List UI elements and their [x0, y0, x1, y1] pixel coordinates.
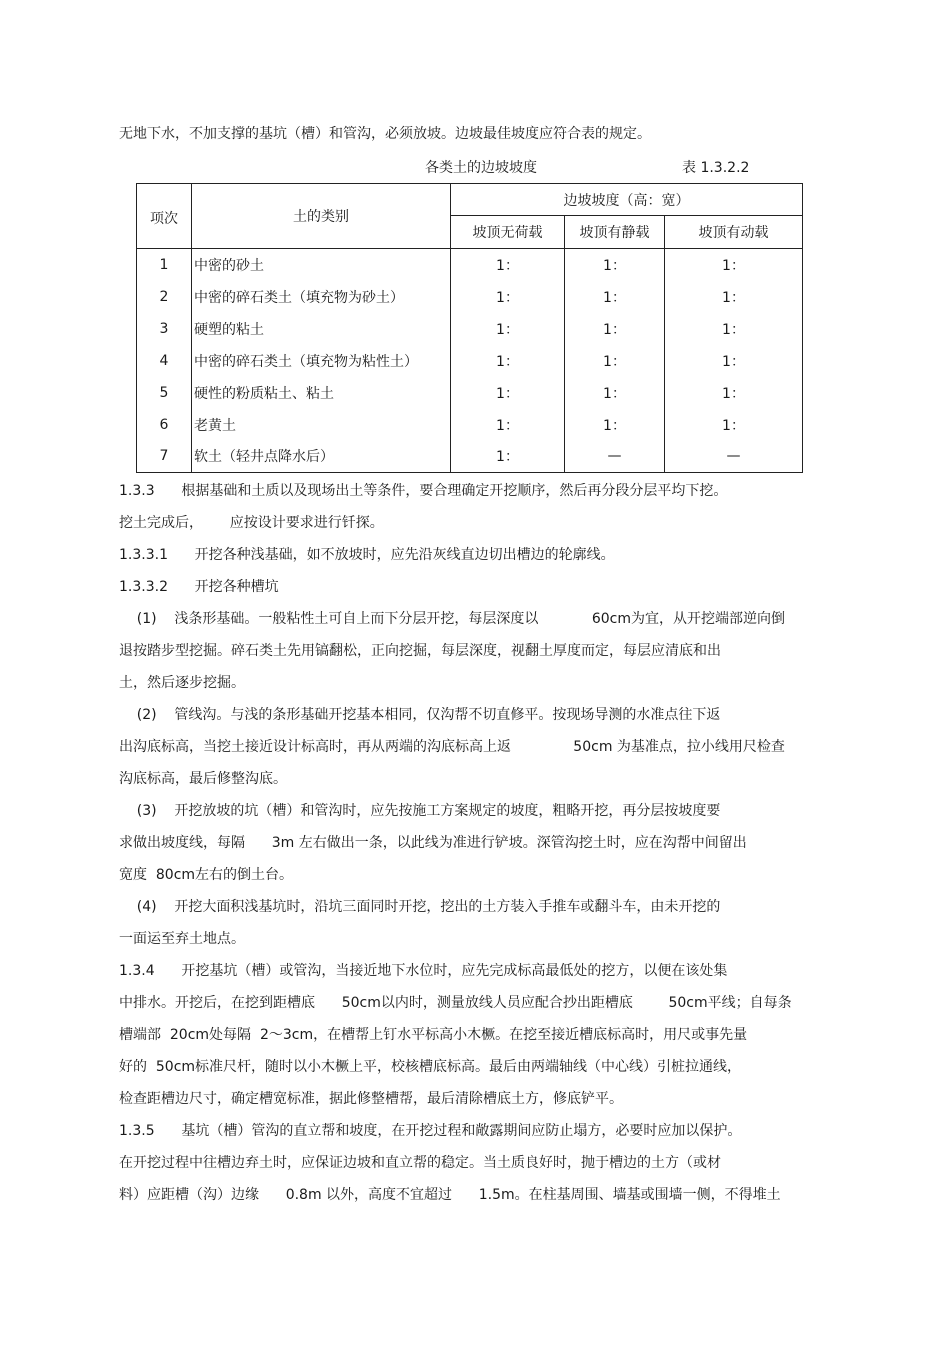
- body-line: 出沟底标高，当挖土接近设计标高时，再从两端的沟底标高上返 50cm 为基准点，拉小线用尺检查: [119, 739, 785, 755]
- row-soil-type: 中密的碎石类土（填充物为粘性土）: [192, 345, 451, 377]
- table-row: [137, 345, 803, 377]
- table-caption: 各类土的边坡坡度: [425, 160, 537, 176]
- row-no-load: 1：: [451, 313, 565, 345]
- row-static-load: 1：: [565, 281, 665, 313]
- table-row: [137, 377, 803, 409]
- row-no: 4: [137, 345, 192, 377]
- row-soil-type: 软土（轻井点降水后）: [192, 441, 451, 473]
- table-row: [137, 281, 803, 313]
- body-line: 一面运至弃土地点。: [119, 931, 245, 947]
- slope-table: [136, 183, 803, 473]
- row-dynamic-load: 1：: [665, 377, 803, 409]
- row-no: 5: [137, 377, 192, 409]
- row-static-load: —: [565, 441, 665, 473]
- row-no: 6: [137, 409, 192, 441]
- row-soil-type: 老黄土: [192, 409, 451, 441]
- subheader-no-load: 坡顶无荷载: [451, 216, 565, 249]
- body-line: 宽度 80cm左右的倒土台。: [119, 867, 294, 883]
- section-1-3-3: 1.3.3 根据基础和土质以及现场出土等条件，要合理确定开挖顺序，然后再分段分层平均下挖。: [119, 483, 728, 499]
- table-row: [137, 441, 803, 473]
- body-line: 在开挖过程中往槽边弃土时，应保证边坡和直立帮的稳定。当土质良好时，抛于槽边的土方（或材: [119, 1155, 721, 1171]
- body-line: 检查距槽边尺寸，确定槽宽标准，据此修整槽帮，最后清除槽底土方，修底铲平。: [119, 1091, 623, 1107]
- row-no: 1: [137, 249, 192, 281]
- row-soil-type: 硬塑的粘土: [192, 313, 451, 345]
- section-1-3-3-1: 1.3.3.1 开挖各种浅基础，如不放坡时，应先沿灰线直边切出槽边的轮廓线。: [119, 547, 615, 563]
- body-line: 求做出坡度线，每隔 3m 左右做出一条，以此线为准进行铲坡。深管沟挖土时，应在沟帮中间留出: [119, 835, 747, 851]
- row-soil-type: 中密的砂土: [192, 249, 451, 281]
- subheader-static-load: 坡顶有静载: [565, 216, 665, 249]
- body-line: (3) 开挖放坡的坑（槽）和管沟时，应先按施工方案规定的坡度，粗略开挖，再分层按坡度要: [119, 803, 721, 819]
- row-static-load: 1：: [565, 313, 665, 345]
- body-line: (2) 管线沟。与浅的条形基础开挖基本相同，仅沟帮不切直修平。按现场导测的水准点往下返: [119, 707, 721, 723]
- row-no: 3: [137, 313, 192, 345]
- row-no-load: 1：: [451, 281, 565, 313]
- header-slope: 边坡坡度（高：宽）: [451, 184, 803, 216]
- row-no: 2: [137, 281, 192, 313]
- section-1-3-3-2: 1.3.3.2 开挖各种槽坑: [119, 579, 279, 595]
- row-dynamic-load: —: [665, 441, 803, 473]
- row-no-load: 1：: [451, 441, 565, 473]
- table-row: [137, 249, 803, 281]
- body-line: 料）应距槽（沟）边缘 0.8m 以外，高度不宜超过 1.5m。在柱基周围、墙基或围墙一侧，不得堆土: [119, 1187, 781, 1203]
- row-no-load: 1：: [451, 377, 565, 409]
- row-no-load: 1：: [451, 249, 565, 281]
- row-soil-type: 硬性的粉质粘土、粘土: [192, 377, 451, 409]
- body-line: 沟底标高，最后修整沟底。: [119, 771, 287, 787]
- body-line: 好的 50cm标准尺杆，随时以小木橛上平，校核槽底标高。最后由两端轴线（中心线）引桩拉通线，: [119, 1059, 742, 1075]
- row-dynamic-load: 1：: [665, 281, 803, 313]
- intro-paragraph: 无地下水，不加支撑的基坑（槽）和管沟，必须放坡。边坡最佳坡度应符合表的规定。: [119, 126, 651, 142]
- row-static-load: 1：: [565, 409, 665, 441]
- row-no-load: 1：: [451, 409, 565, 441]
- body-line: 中排水。开挖后，在挖到距槽底 50cm以内时，测量放线人员应配合抄出距槽底 50cm平线；自每条: [119, 995, 792, 1011]
- body-line: (1) 浅条形基础。一般粘性土可自上而下分层开挖，每层深度以 60cm为宜，从开挖端部逆向倒: [119, 611, 785, 627]
- body-line: 土，然后逐步挖掘。: [119, 675, 245, 691]
- row-no: 7: [137, 441, 192, 473]
- header-index: 项次: [137, 184, 192, 249]
- table-row: [137, 313, 803, 345]
- row-dynamic-load: 1：: [665, 249, 803, 281]
- section-1-3-5: 1.3.5 基坑（槽）管沟的直立帮和坡度，在开挖过程和敞露期间应防止塌方，必要时应加以保护。: [119, 1123, 742, 1139]
- row-dynamic-load: 1：: [665, 313, 803, 345]
- header-soil-type: 土的类别: [192, 184, 451, 249]
- body-line: 挖土完成后， 应按设计要求进行钎探。: [119, 515, 384, 531]
- body-line: (4) 开挖大面积浅基坑时，沿坑三面同时开挖，挖出的土方装入手推车或翻斗车，由未开挖的: [119, 899, 721, 915]
- section-1-3-4: 1.3.4 开挖基坑（槽）或管沟，当接近地下水位时，应先完成标高最低处的挖方，以便在该处集: [119, 963, 728, 979]
- row-static-load: 1：: [565, 377, 665, 409]
- body-line: 退按踏步型挖掘。碎石类土先用镐翻松，正向挖掘，每层深度，视翻土厚度而定，每层应清底和出: [119, 643, 721, 659]
- subheader-dynamic-load: 坡顶有动载: [665, 216, 803, 249]
- row-dynamic-load: 1：: [665, 409, 803, 441]
- table-number: 表 1.3.2.2: [682, 160, 750, 176]
- row-dynamic-load: 1：: [665, 345, 803, 377]
- table-row: [137, 409, 803, 441]
- body-line: 槽端部 20cm处每隔 2～3cm，在槽帮上钉水平标高小木橛。在挖至接近槽底标高时，用尺或事先量: [119, 1027, 748, 1043]
- row-static-load: 1：: [565, 249, 665, 281]
- row-static-load: 1：: [565, 345, 665, 377]
- row-no-load: 1：: [451, 345, 565, 377]
- row-soil-type: 中密的碎石类土（填充物为砂土）: [192, 281, 451, 313]
